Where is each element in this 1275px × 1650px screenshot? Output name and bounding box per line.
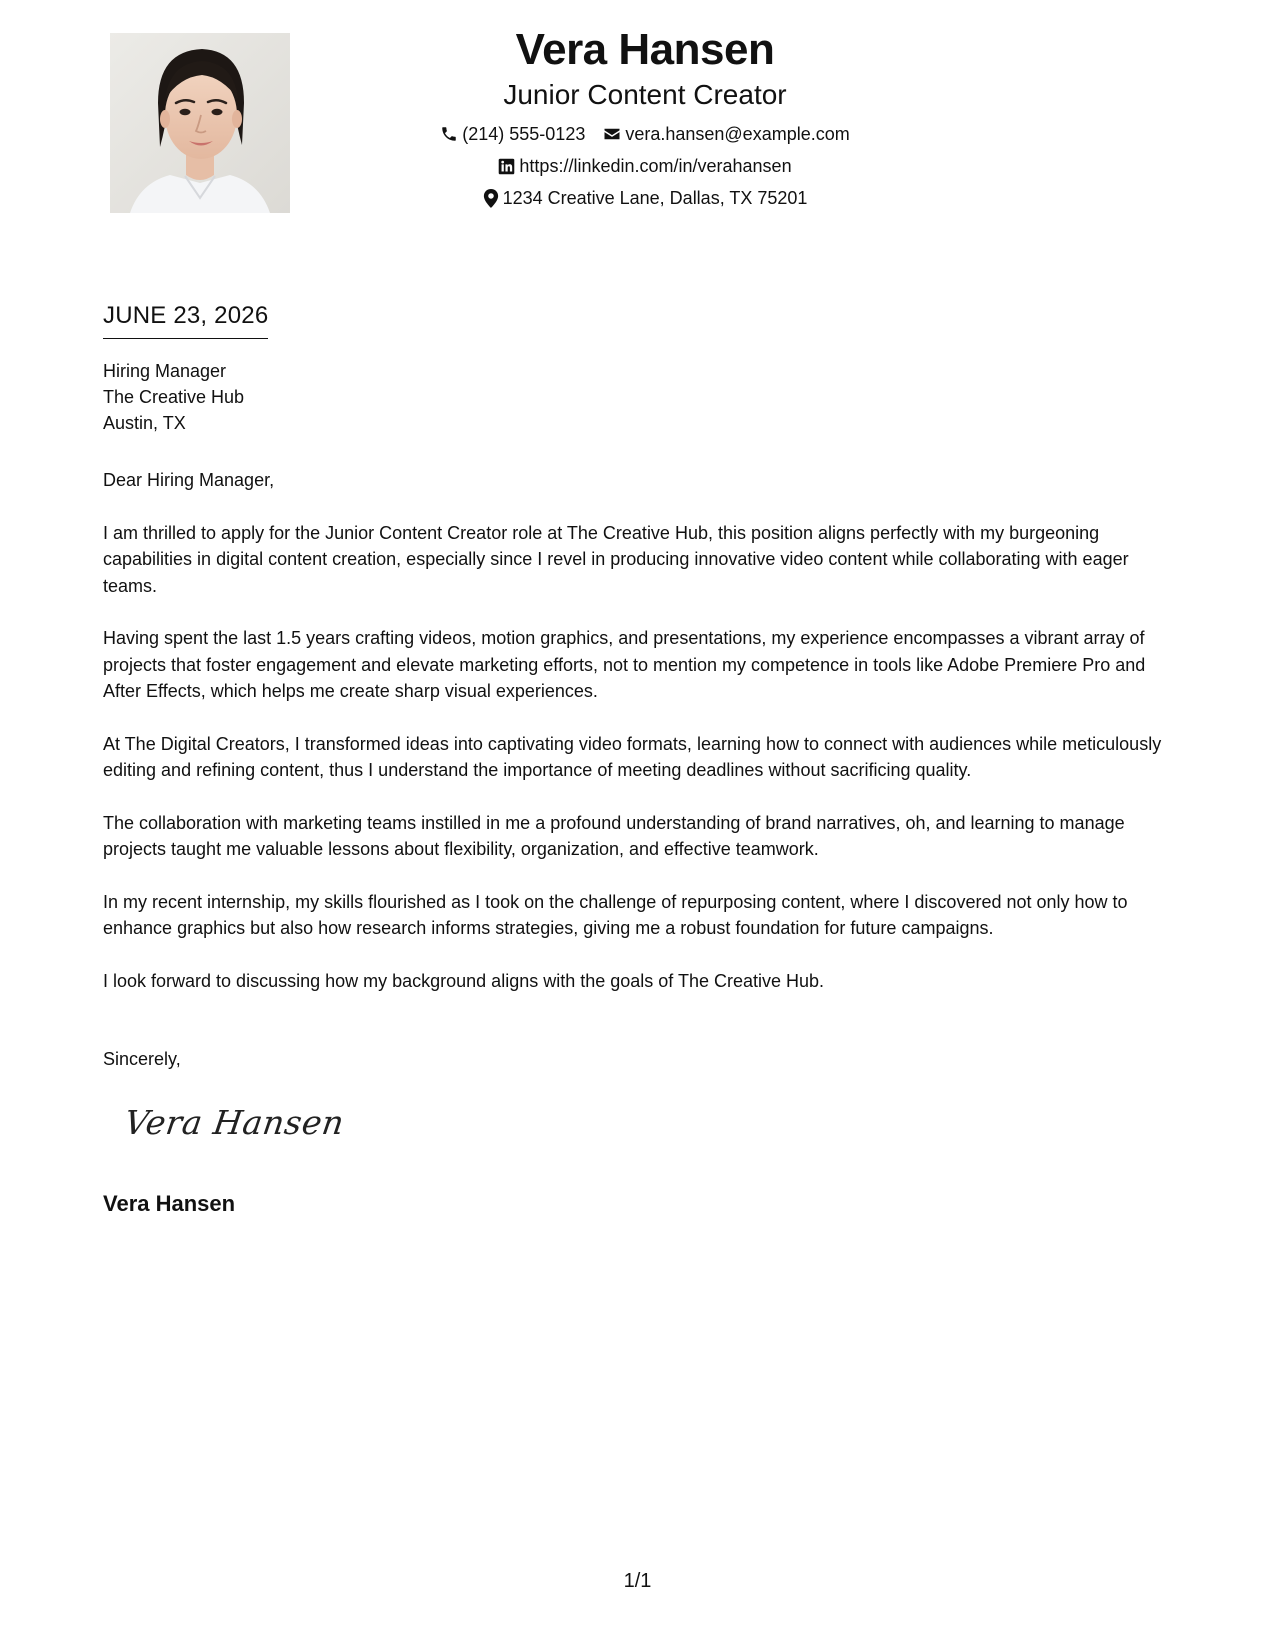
email-contact[interactable] xyxy=(603,118,849,150)
applicant-name: Vera Hansen xyxy=(515,25,775,74)
map-pin-icon xyxy=(483,189,499,208)
letter-body xyxy=(103,467,1178,1020)
letter-date: JUNE 23, 2026 xyxy=(103,300,268,339)
page-number: 1/1 xyxy=(623,1570,652,1592)
phone-icon xyxy=(440,125,458,143)
signer-name: Vera Hansen xyxy=(103,1191,236,1216)
address-contact xyxy=(483,182,808,214)
email-text: vera.hansen@example.com xyxy=(625,124,850,144)
paragraph-6: I look forward to discussing how my background aligns with the goals of The Creative Hub. xyxy=(103,970,825,991)
paragraph-2: Having spent the last 1.5 years crafting videos, motion graphics, and presentations, my experience encompasses a vibrant array of projects that foster engagement and elevate marketing efforts, not to mention my competence in tools like Adobe Premiere Pro and After Effects, which helps me create sharp visual experiences. xyxy=(103,628,1146,701)
recipient-company: The Creative Hub xyxy=(103,387,245,407)
portrait-image xyxy=(110,33,290,213)
profile-photo xyxy=(110,33,290,213)
contact-row-3 xyxy=(300,182,990,214)
paragraph-5: In my recent internship, my skills flourished as I took on the challenge of repurposing content, where I discovered not only how to enhance graphics but also how research informs strategies, giving me a robust foundation for future campaigns. xyxy=(103,891,1128,938)
recipient-title: Hiring Manager xyxy=(103,361,227,381)
contact-row-2 xyxy=(300,150,990,182)
address-text: 1234 Creative Lane, Dallas, TX 75201 xyxy=(502,188,808,208)
phone-text: (214) 555-0123 xyxy=(462,124,586,144)
linkedin-icon xyxy=(498,158,515,175)
closing: Sincerely, xyxy=(103,1049,181,1069)
paragraph-4: The collaboration with marketing teams instilled in me a profound understanding of brand narratives, oh, and learning to manage projects taught me valuable lessons about flexibility, organization, and effective teamwork. xyxy=(103,812,1125,859)
linkedin-text: https://linkedin.com/in/verahansen xyxy=(519,156,792,176)
paragraph-1: I am thrilled to apply for the Junior Content Creator role at The Creative Hub, this position aligns perfectly with my burgeoning capabilities in digital content creation, especially since I revel in producing innovative video content while collaborating with eager teams. xyxy=(103,522,1129,596)
handwritten-signature xyxy=(122,1100,347,1144)
header xyxy=(300,22,990,214)
contact-row-1 xyxy=(300,118,990,150)
envelope-icon xyxy=(603,125,621,143)
job-title: Junior Content Creator xyxy=(503,79,787,110)
phone-contact[interactable] xyxy=(440,118,585,150)
svg-text:Vera Hansen: Vera Hansen xyxy=(122,1103,347,1142)
salutation: Dear Hiring Manager, xyxy=(103,470,275,490)
recipient-location: Austin, TX xyxy=(103,413,186,433)
recipient-block xyxy=(103,358,244,436)
linkedin-contact[interactable] xyxy=(498,150,791,182)
paragraph-3: At The Digital Creators, I transformed ideas into captivating video formats, learning how to connect with audiences while meticulously editing and refining content, thus I understand the importance of meeting deadlines without sacrificing quality. xyxy=(103,733,1162,780)
